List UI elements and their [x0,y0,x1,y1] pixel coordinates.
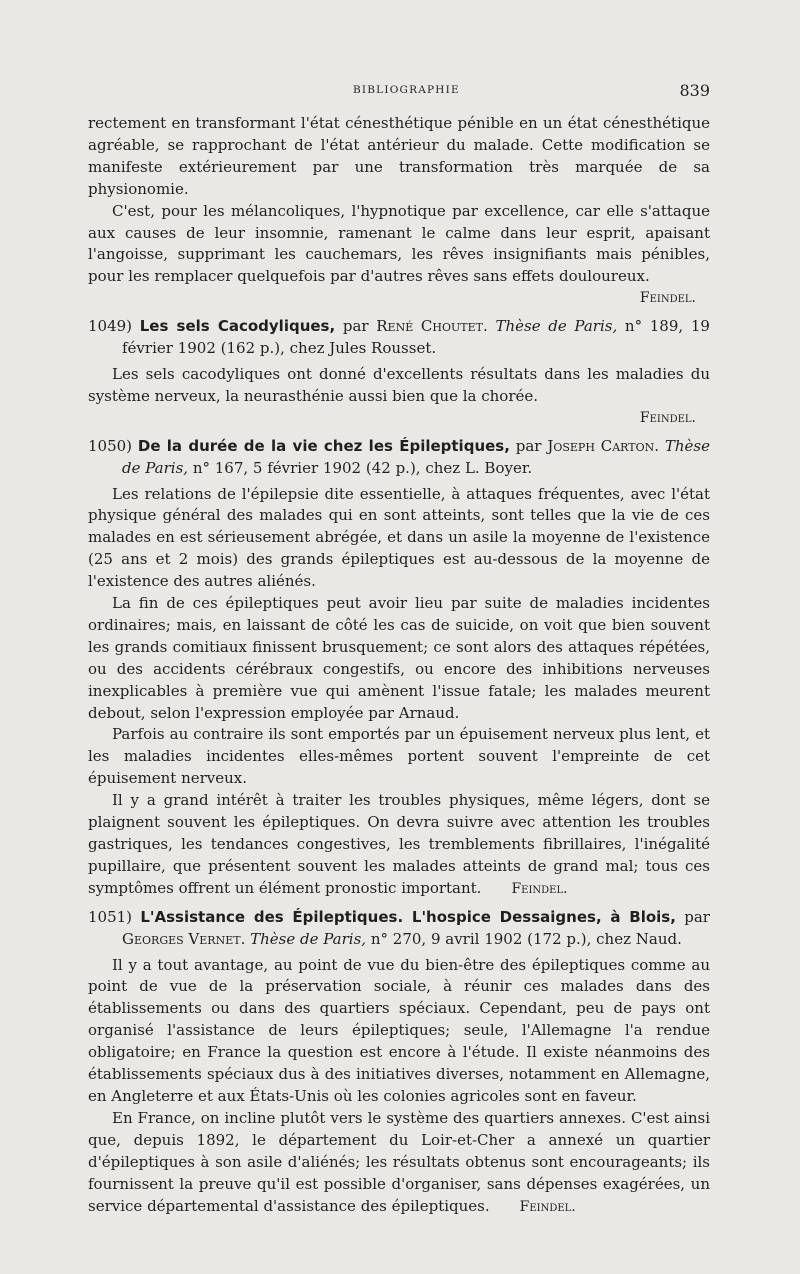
entry-thesis: Thèse de Paris, [250,929,367,948]
entry-1051-paragraph-2 [88,1108,710,1219]
entry-title: L'Assistance des Épileptiques. L'hospice Dessaignes, à Blois, [140,907,676,926]
entry-details: n° 167, 5 février 1902 (42 p.), chez L. Boyer. [192,458,533,477]
entry-by: par [684,907,710,926]
page-number: 839 [679,81,710,100]
entry-title: De la durée de la vie chez les Épileptiques, [137,436,510,455]
entry-1051-paragraph-1: Il y a tout avantage, au point de vue du bien-être des épileptiques comme au point de vue de la préservation sociale, à réunir ces malades dans des établissements ou dans des quartiers spéciaux. Cependant, peu de pays ont organisé l'assistance de leurs épileptiques; seule, l'Allemagne l'a rendue obligatoire; en France la question est encore à l'étude. Il existe néanmoins des établissements spéciaux dus à des initiatives diverses, notamment en Allemagne, en Angleterre et aux États-Unis où les colonies agricoles sont en faveur. [88,955,710,1105]
page-body [88,113,710,1218]
entry-1050-heading [88,436,710,480]
entry-1050-paragraph-1: Les relations de l'épilepsie dite essentielle, à attaques fréquentes, avec l'état physique général des malades qui en sont atteints, sont telles que la vie de ces malades en est sérieusement abrégée, et dans un asile la moyenne de l'existence (25 ans et 2 mois) des grands épileptiques est au-dessous de la moyenne de l'existence des autres aliénés. [88,484,710,591]
entry-number: 1050) [88,436,133,455]
header-title: BIBLIOGRAPHIE [353,84,460,96]
entry-author: Georges Vernet. [122,929,246,948]
entry-1049-signature: Feindel. [639,409,696,426]
entry-1049-heading [88,316,710,360]
intro-signature: Feindel. [639,290,696,307]
entry-1050-paragraph-4-text: Il y a grand intérêt à traiter les troubles physiques, même légers, dont se plaignent souvent les épileptiques. On devra suivre avec attention les troubles gastriques, les tendances congestives, les tremblements fibrillaires, l'inégalité pupillaire, que présentent souvent les malades atteints de grand mal; tous ces symptômes offrent un élément pronostic important. [88,791,710,897]
entry-by: par [515,436,542,455]
entry-1049-paragraph-1: Les sels cacodyliques ont donné d'excellents résultats dans les maladies du système nerveux, la neurasthénie aussi bien que la chorée. [88,364,710,405]
entry-1050-paragraph-2: La fin de ces épileptiques peut avoir lieu par suite de maladies incidentes ordinaires; mais, en laissant de côté les cas de suicide, on voit que bien souvent les grands comitiaux finissent brusquement; ce sont alors des attaques répétées, ou des accidents cérébraux congestifs, ou encore des inhibitions nerveuses inexplicables à première vue qui amènent l'issue fatale; les malades meurent debout, selon l'expression employée par Arnaud. [88,594,710,722]
entry-author: René Choutet. [376,317,488,336]
entry-1051-paragraph-2-text: En France, on incline plutôt vers le système des quartiers annexes. C'est ainsi que, depuis 1892, le département du Loir-et-Cher a annexé un quartier d'épileptiques à son asile d'aliénés; les résultats obtenus sont encourageants; ils fournissent la preuve qu'il est possible d'organiser, sans dépenses exagérées, un service départemental d'assistance des épileptiques. [88,1108,710,1215]
entry-number: 1051) [88,907,133,926]
entry-details: n° 189, 19 février 1902 (162 p.), chez Jules Rousset. [122,317,710,358]
running-header [88,81,710,104]
intro-paragraph-1: rectement en transformant l'état cénesthétique pénible en un état cénesthétique agréable, se rapprochant de l'état antérieur du malade. Cette modification se manifeste extérieurement par une transformation très marquée de sa physionomie. [88,114,710,198]
entry-1050-paragraph-3: Parfois au contraire ils sont emportés par un épuisement nerveux plus lent, et les maladies incidentes elles-mêmes portent souvent l'empreinte de cet épuisement nerveux. [88,725,710,788]
entry-1051-heading [88,907,710,951]
entry-number: 1049) [88,317,133,336]
entry-details: n° 270, 9 avril 1902 (172 p.), chez Naud. [370,929,682,948]
entry-1050-signature: Feindel. [511,880,568,897]
entry-1050-paragraph-4 [88,790,710,901]
entry-author: Joseph Carton. [547,436,660,455]
entry-thesis: Thèse de Paris, [495,317,618,336]
intro-paragraph-2: C'est, pour les mélancoliques, l'hypnotique par excellence, car elle s'attaque aux causes de leur insomnie, ramenant le calme dans leur esprit, apaisant l'angoisse, supprimant les cauchemars, les rêves insignifiants mais pénibles, pour les remplacer quelquefois par d'autres rêves sans effets douloureux. [88,201,710,286]
entry-by: par [342,317,369,336]
entry-title: Les sels Cacodyliques, [139,317,336,336]
entry-1051-signature: Feindel. [519,1198,576,1215]
entry-thesis: Thèse de Paris, [122,436,710,477]
